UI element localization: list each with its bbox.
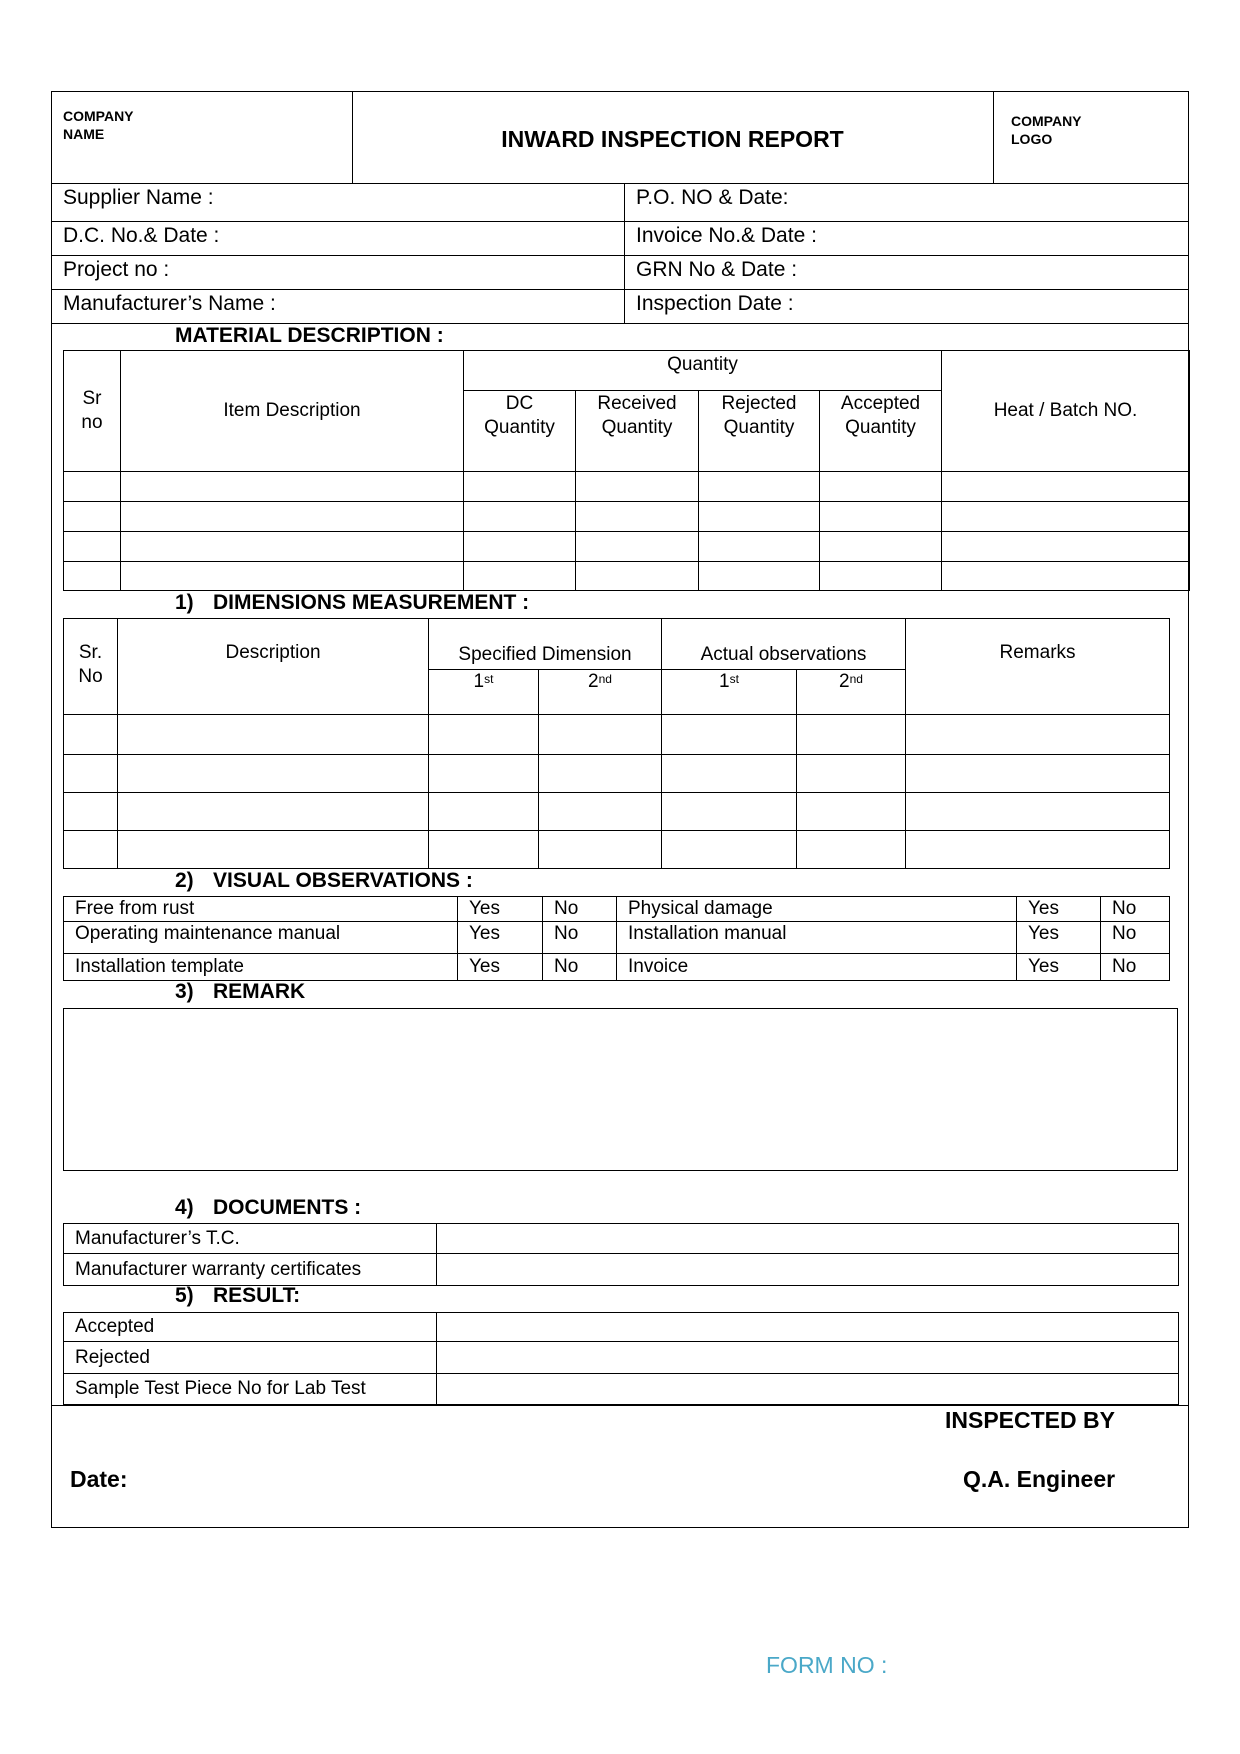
cell-spec-1st[interactable] (429, 831, 539, 869)
inspection-date-field[interactable]: Inspection Date : (636, 292, 794, 315)
table-row (64, 1224, 1179, 1254)
obs-label: Installation manual (617, 922, 1017, 954)
col-received-quantity: Received Quantity (576, 391, 699, 472)
cell-rejected-qty[interactable] (699, 562, 820, 591)
cell-spec-2nd[interactable] (539, 831, 662, 869)
obs-label: Free from rust (64, 897, 458, 922)
document-label: Manufacturer’s T.C. (64, 1224, 437, 1254)
cell-item[interactable] (121, 472, 464, 502)
obs-label: Physical damage (617, 897, 1017, 922)
cell-description[interactable] (118, 755, 429, 793)
cell-spec-1st[interactable] (429, 715, 539, 755)
inspected-by-label: INSPECTED BY (945, 1407, 1115, 1433)
cell-received-qty[interactable] (576, 562, 699, 591)
cell-sr[interactable] (64, 755, 118, 793)
info-rule-3 (51, 289, 1189, 290)
cell-sr[interactable] (64, 831, 118, 869)
col-specified-1st: 1st (429, 670, 539, 715)
info-rule-1 (51, 221, 1189, 222)
cell-rejected-qty[interactable] (699, 502, 820, 532)
cell-received-qty[interactable] (576, 502, 699, 532)
obs-no-option[interactable]: No (543, 922, 617, 954)
cell-sr[interactable] (64, 502, 121, 532)
table-row (64, 1254, 1179, 1286)
header-bottom-rule (51, 183, 1189, 184)
cell-dc-qty[interactable] (464, 562, 576, 591)
col-heat-batch-no: Heat / Batch NO. (942, 351, 1190, 472)
result-value[interactable] (437, 1342, 1179, 1374)
cell-actual-2nd[interactable] (797, 831, 906, 869)
document-label: Manufacturer warranty certificates (64, 1254, 437, 1286)
visual-observations-heading: 2) VISUAL OBSERVATIONS : (175, 869, 473, 892)
supplier-name-field[interactable]: Supplier Name : (63, 186, 214, 209)
obs-no-option[interactable]: No (543, 897, 617, 922)
table-row (64, 532, 1190, 562)
cell-sr[interactable] (64, 472, 121, 502)
grn-no-date-field[interactable]: GRN No & Date : (636, 258, 798, 281)
obs-label: Operating maintenance manual (64, 922, 458, 954)
cell-actual-2nd[interactable] (797, 715, 906, 755)
company-logo-line2: LOGO (1011, 131, 1053, 147)
po-no-date-field[interactable]: P.O. NO & Date: (636, 186, 789, 209)
cell-actual-1st[interactable] (662, 831, 797, 869)
cell-actual-2nd[interactable] (797, 755, 906, 793)
cell-rejected-qty[interactable] (699, 532, 820, 562)
document-value[interactable] (437, 1254, 1179, 1286)
obs-no-option[interactable]: No (1101, 897, 1170, 922)
company-logo-placeholder (1011, 112, 1082, 148)
result-label: Accepted (64, 1313, 437, 1342)
cell-spec-1st[interactable] (429, 755, 539, 793)
info-divider (624, 183, 625, 323)
col-actual-2nd: 2nd (797, 670, 906, 715)
cell-heat-batch[interactable] (942, 502, 1190, 532)
cell-spec-1st[interactable] (429, 793, 539, 831)
cell-accepted-qty[interactable] (820, 502, 942, 532)
info-rule-2 (51, 255, 1189, 256)
obs-yes-option[interactable]: Yes (458, 922, 543, 954)
company-name-line1: COMPANY (63, 108, 134, 124)
table-row (64, 897, 1170, 922)
result-label: Rejected (64, 1342, 437, 1374)
col-remarks: Remarks (906, 619, 1170, 715)
col-quantity-group: Quantity (464, 351, 942, 391)
cell-item[interactable] (121, 532, 464, 562)
table-row (64, 755, 1170, 793)
obs-label: Installation template (64, 954, 458, 981)
document-value[interactable] (437, 1224, 1179, 1254)
col-actual-1st: 1st (662, 670, 797, 715)
cell-description[interactable] (118, 715, 429, 755)
signature-rule (51, 1405, 1189, 1406)
company-name-line2: NAME (63, 126, 105, 142)
col-dc-quantity: DC Quantity (464, 391, 576, 472)
cell-spec-2nd[interactable] (539, 755, 662, 793)
cell-description[interactable] (118, 831, 429, 869)
cell-sr[interactable] (64, 793, 118, 831)
cell-heat-batch[interactable] (942, 472, 1190, 502)
documents-heading: 4) DOCUMENTS : (175, 1196, 362, 1219)
date-label[interactable]: Date: (70, 1466, 128, 1492)
obs-no-option[interactable]: No (543, 954, 617, 981)
cell-dc-qty[interactable] (464, 502, 576, 532)
col-specified-dimension: Specified Dimension (429, 619, 662, 670)
dimensions-heading: 1) DIMENSIONS MEASUREMENT : (175, 591, 530, 614)
material-table (63, 350, 1190, 591)
cell-item[interactable] (121, 502, 464, 532)
table-row (64, 922, 1170, 954)
cell-actual-1st[interactable] (662, 793, 797, 831)
obs-no-option[interactable]: No (1101, 954, 1170, 981)
table-row (64, 793, 1170, 831)
material-description-heading: MATERIAL DESCRIPTION : (175, 324, 444, 347)
result-label: Sample Test Piece No for Lab Test (64, 1374, 437, 1405)
obs-yes-option[interactable]: Yes (1017, 897, 1101, 922)
col-sr-no: Sr no (64, 351, 121, 472)
visual-observations-table (63, 896, 1170, 981)
remark-box[interactable] (63, 1008, 1178, 1171)
obs-yes-option[interactable]: Yes (1017, 922, 1101, 954)
cell-actual-1st[interactable] (662, 715, 797, 755)
obs-yes-option[interactable]: Yes (458, 897, 543, 922)
col-rejected-quantity: Rejected Quantity (699, 391, 820, 472)
obs-label: Invoice (617, 954, 1017, 981)
documents-table (63, 1223, 1179, 1286)
result-value[interactable] (437, 1313, 1179, 1342)
cell-heat-batch[interactable] (942, 562, 1190, 591)
obs-no-option[interactable]: No (1101, 922, 1170, 954)
table-row (64, 954, 1170, 981)
table-row (64, 562, 1190, 591)
invoice-no-date-field[interactable]: Invoice No.& Date : (636, 224, 817, 247)
cell-sr[interactable] (64, 532, 121, 562)
col-sr-no: Sr. No (64, 619, 118, 715)
col-actual-observations: Actual observations (662, 619, 906, 670)
table-row (64, 715, 1170, 755)
page-title: INWARD INSPECTION REPORT (501, 126, 844, 152)
table-row (64, 1313, 1179, 1342)
col-accepted-quantity: Accepted Quantity (820, 391, 942, 472)
table-row (64, 1342, 1179, 1374)
cell-remarks[interactable] (906, 831, 1170, 869)
qa-engineer-label: Q.A. Engineer (963, 1466, 1116, 1492)
table-row (64, 472, 1190, 502)
cell-received-qty[interactable] (576, 472, 699, 502)
table-row (64, 1374, 1179, 1405)
cell-sr[interactable] (64, 562, 121, 591)
cell-dc-qty[interactable] (464, 532, 576, 562)
cell-sr[interactable] (64, 715, 118, 755)
cell-spec-2nd[interactable] (539, 793, 662, 831)
manufacturer-name-field[interactable]: Manufacturer’s Name : (63, 292, 276, 315)
cell-accepted-qty[interactable] (820, 532, 942, 562)
company-name (63, 107, 134, 143)
cell-dc-qty[interactable] (464, 472, 576, 502)
cell-description[interactable] (118, 793, 429, 831)
cell-spec-2nd[interactable] (539, 715, 662, 755)
table-row (64, 502, 1190, 532)
result-heading: 5) RESULT: (175, 1284, 301, 1307)
table-row (64, 831, 1170, 869)
result-value[interactable] (437, 1374, 1179, 1405)
cell-accepted-qty[interactable] (820, 472, 942, 502)
form-no-label: FORM NO : (766, 1652, 888, 1678)
result-table (63, 1312, 1179, 1405)
dimensions-table (63, 618, 1170, 869)
col-description: Description (118, 619, 429, 715)
cell-rejected-qty[interactable] (699, 472, 820, 502)
header-divider-right (993, 91, 994, 183)
cell-actual-2nd[interactable] (797, 793, 906, 831)
dc-no-date-field[interactable]: D.C. No.& Date : (63, 224, 220, 247)
cell-item[interactable] (121, 562, 464, 591)
cell-actual-1st[interactable] (662, 755, 797, 793)
cell-received-qty[interactable] (576, 532, 699, 562)
cell-heat-batch[interactable] (942, 532, 1190, 562)
cell-remarks[interactable] (906, 755, 1170, 793)
col-item-description: Item Description (121, 351, 464, 472)
obs-yes-option[interactable]: Yes (458, 954, 543, 981)
col-specified-2nd: 2nd (539, 670, 662, 715)
cell-remarks[interactable] (906, 793, 1170, 831)
cell-remarks[interactable] (906, 715, 1170, 755)
remark-heading: 3) REMARK (175, 980, 306, 1003)
obs-yes-option[interactable]: Yes (1017, 954, 1101, 981)
cell-accepted-qty[interactable] (820, 562, 942, 591)
company-logo-line1: COMPANY (1011, 113, 1082, 129)
project-no-field[interactable]: Project no : (63, 258, 170, 281)
